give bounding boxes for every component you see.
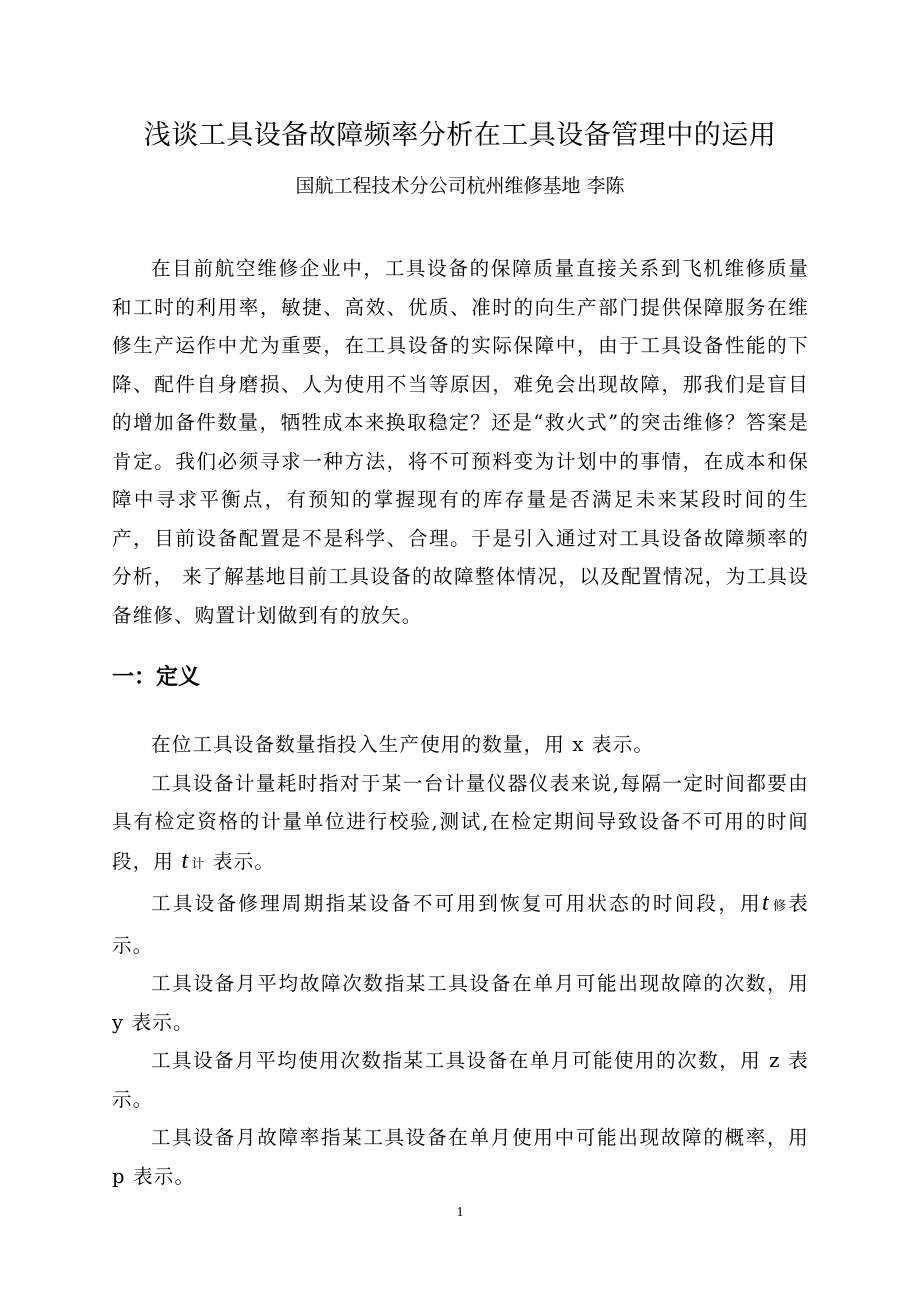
definition-z: 工具设备月平均使用次数指某工具设备在单月可能使用的次数，用 z 表示。 bbox=[112, 1049, 809, 1111]
definition-t-calibration-suffix: 表示。 bbox=[213, 849, 276, 873]
intro-section bbox=[112, 250, 809, 635]
definition-x: 在位工具设备数量指投入生产使用的数量，用 x 表示。 bbox=[151, 733, 655, 756]
intro-paragraph: 在目前航空维修企业中，工具设备的保障质量直接关系到飞机维修质量和工时的利用率，敏捷、高效、优质、准时的向生产部门提供保障服务在维修生产运作中尤为重要，在工具设备的实际保障中，由于工具设备性能的下降、配件自身磨损、人为使用不当等原因，难免会出现故障，那我们是盲目的增加备件数量，牺牲成本来换取稳定？还是“救火式”的突击维修？答案是肯定。我们必须寻求一种方法，将不可预料变为计划中的事情，在成本和保障中寻求平衡点，有预知的掌握现有的库存量是否满足未来某段时间的生产，目前设备配置是不是科学、合理。于是引入通过对工具设备故障频率的分析， 来了解基地目前工具设备的故障整体情况，以及配置情况，为工具设备维修、购置计划做到有的放矢。 bbox=[112, 257, 809, 627]
variable-subscript: 修 bbox=[771, 899, 789, 914]
document-title: 浅谈工具设备故障频率分析在工具设备管理中的运用 bbox=[143, 120, 777, 151]
definition-t-calibration bbox=[112, 765, 809, 885]
page-number: 1 bbox=[456, 1205, 464, 1220]
definitions-section bbox=[112, 726, 809, 1196]
definition-p: 工具设备月故障率指某工具设备在单月使用中可能出现故障的概率，用 p 表示。 bbox=[112, 1126, 809, 1188]
definition-t-calibration-text: 工具设备计量耗时指对于某一台计量仪器仪表来说,每隔一定时间都要由具有检定资格的计量单位进行校验,测试,在检定期间导致设备不可用的时间段，用 bbox=[112, 771, 809, 873]
author-line: 国航工程技术分公司杭州维修基地 李陈 bbox=[295, 175, 625, 197]
definition-t-repair-text: 工具设备修理周期指某设备不可用到恢复可用状态的时间段，用 bbox=[151, 892, 762, 915]
section-heading-definitions: 一：定义 bbox=[112, 665, 201, 690]
definition-t-repair-suffix: 表示。 bbox=[112, 892, 809, 957]
variable-t: t bbox=[181, 847, 190, 874]
definition-t-repair bbox=[112, 884, 809, 965]
variable-subscript: 计 bbox=[191, 856, 206, 872]
variable-t: t bbox=[761, 890, 770, 916]
definition-y: 工具设备月平均故障次数指某工具设备在单月可能出现故障的次数，用 y 表示。 bbox=[112, 972, 809, 1034]
